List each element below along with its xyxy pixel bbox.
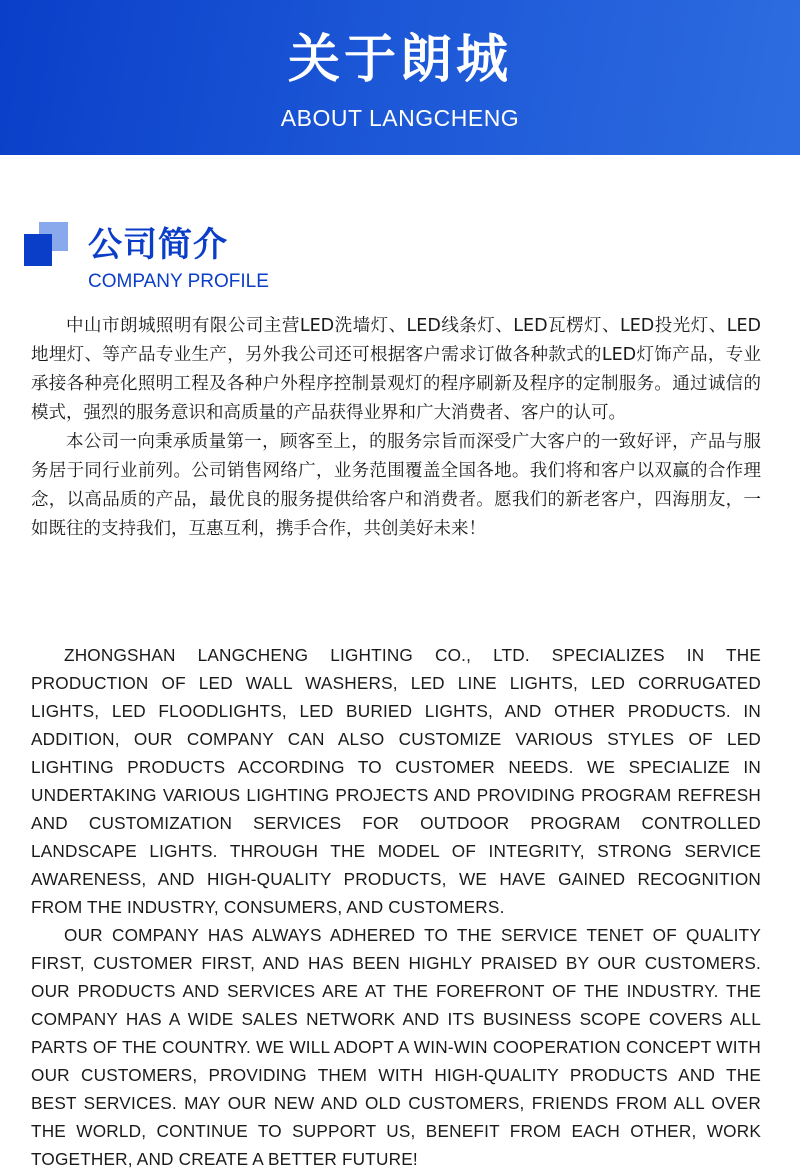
banner-subtitle: ABOUT LANGCHENG [280,105,520,131]
banner-title: 关于朗城 [287,30,512,90]
section-subtitle: COMPANY PROFILE [88,271,269,292]
header-banner [0,0,800,155]
chinese-profile-text [31,312,761,544]
english-paragraph: OUR COMPANY HAS ALWAYS ADHERED TO THE SERVICE TENET OF QUALITY FIRST, CUSTOMER FIRST, AND HAS BEEN HIGHLY PRAISED BY OUR CUSTOMERS. OUR PRODUCTS AND SERVICES ARE AT THE FOREFRONT OF THE INDUSTRY. THE COMPANY HAS A WIDE SALES NETWORK AND ITS BUSINESS SCOPE COVERS ALL PARTS OF THE COUNTRY. WE WILL ADOPT A WIN-WIN COOPERATION CONCEPT WITH OUR CUSTOMERS, PROVIDING THEM WITH HIGH-QUALITY PRODUCTS AND THE BEST SERVICES. MAY OUR NEW AND OLD CUSTOMERS, FRIENDS FROM ALL OVER THE WORLD, CONTINUE TO SUPPORT US, BENEFIT FROM EACH OTHER, WORK TOGETHER, AND CREATE A BETTER FUTURE! [31,925,761,1169]
chinese-paragraph: 中山市朗城照明有限公司主营LED洗墙灯、LED线条灯、LED瓦楞灯、LED投光灯、LED地埋灯、等产品专业生产，另外我公司还可根据客户需求订做各种款式的LED灯饰产品，专业承接各种亮化照明工程及各种户外程序控制景观灯的程序刷新及程序的定制服务。通过诚信的模式，强烈的服务意识和高质量的产品获得业界和广大消费者、客户的认可。 [31,316,761,423]
english-profile-text [31,641,761,1173]
section-decoration-squares [24,222,68,266]
chinese-paragraph: 本公司一向秉承质量第一，顾客至上，的服务宗旨而深受广大客户的一致好评，产品与服务居于同行业前列。公司销售网络广，业务范围覆盖全国各地。我们将和客户以双赢的合作理念，以高品质的产品，最优良的服务提供给客户和消费者。愿我们的新老客户，四海朋友，一如既往的支持我们，互惠互利，携手合作，共创美好未来！ [31,432,761,539]
decoration-square-dark [24,234,52,266]
english-paragraph: ZHONGSHAN LANGCHENG LIGHTING CO., LTD. SPECIALIZES IN THE PRODUCTION OF LED WALL WASHERS, LED LINE LIGHTS, LED CORRUGATED LIGHTS, LED FLOODLIGHTS, LED BURIED LIGHTS, AND OTHER PRODUCTS. IN ADDITION, OUR COMPANY CAN ALSO CUSTOMIZE VARIOUS STYLES OF LED LIGHTING PRODUCTS ACCORDING TO CUSTOMER NEEDS. WE SPECIALIZE IN UNDERTAKING VARIOUS LIGHTING PROJECTS AND PROVIDING PROGRAM REFRESH AND CUSTOMIZATION SERVICES FOR OUTDOOR PROGRAM CONTROLLED LANDSCAPE LIGHTS. THROUGH THE MODEL OF INTEGRITY, STRONG SERVICE AWARENESS, AND HIGH-QUALITY PRODUCTS, WE HAVE GAINED RECOGNITION FROM THE INDUSTRY, CONSUMERS, AND CUSTOMERS. [31,645,761,917]
section-title: 公司简介 [88,225,228,265]
